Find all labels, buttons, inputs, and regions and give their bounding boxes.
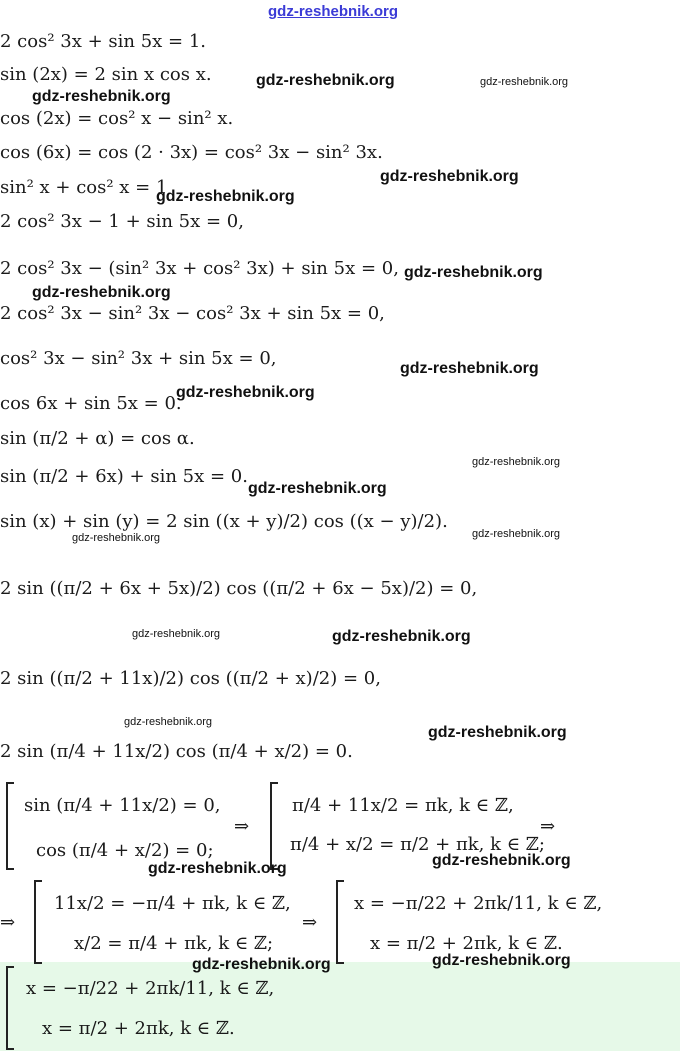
system-line: x/2 = π/4 + πk, k ∈ ℤ; xyxy=(74,933,274,954)
implies-arrow: ⇒ xyxy=(540,816,556,837)
watermark: gdz-reshebnik.org xyxy=(248,480,387,497)
equation-line: sin² x + cos² x = 1 xyxy=(0,177,168,198)
equation-line: sin (x) + sin (y) = 2 sin ((x + y)/2) cos ((x − y)/2). xyxy=(0,511,448,532)
implies-arrow: ⇒ xyxy=(0,912,16,933)
watermark: gdz-reshebnik.org xyxy=(432,952,571,969)
system-line: x = −π/22 + 2πk/11, k ∈ ℤ, xyxy=(354,893,603,914)
system-bracket xyxy=(336,880,344,964)
watermark: gdz-reshebnik.org xyxy=(32,284,171,301)
watermark: gdz-reshebnik.org xyxy=(480,76,569,88)
implies-arrow: ⇒ xyxy=(234,816,250,837)
equation-line: 2 cos² 3x − (sin² 3x + cos² 3x) + sin 5x = 0, xyxy=(0,258,399,279)
implies-arrow: ⇒ xyxy=(302,912,318,933)
watermark: gdz-reshebnik.org xyxy=(400,360,539,377)
equation-line: sin (π/2 + α) = cos α. xyxy=(0,428,195,449)
equation-line: sin (2x) = 2 sin x cos x. xyxy=(0,64,212,85)
equation-line: 2 cos² 3x + sin 5x = 1. xyxy=(0,31,207,52)
system-bracket xyxy=(270,782,278,870)
equation-line: cos 6x + sin 5x = 0. xyxy=(0,393,182,414)
system-line: 11x/2 = −π/4 + πk, k ∈ ℤ, xyxy=(54,893,291,914)
equation-line: cos (6x) = cos (2 · 3x) = cos² 3x − sin² 3x. xyxy=(0,142,383,163)
watermark: gdz-reshebnik.org xyxy=(256,72,395,89)
watermark: gdz-reshebnik.org xyxy=(332,628,471,645)
answer-bracket xyxy=(6,966,14,1050)
watermark: gdz-reshebnik.org xyxy=(132,628,221,640)
watermark: gdz-reshebnik.org xyxy=(192,956,331,973)
watermark: gdz-reshebnik.org xyxy=(148,860,287,877)
system-line: π/4 + x/2 = π/2 + πk, k ∈ ℤ; xyxy=(290,834,545,855)
system-line: x = π/2 + 2πk, k ∈ ℤ. xyxy=(370,933,563,954)
equation-line: 2 cos² 3x − sin² 3x − cos² 3x + sin 5x = 0, xyxy=(0,303,385,324)
watermark: gdz-reshebnik.org xyxy=(72,532,161,544)
system-line: π/4 + 11x/2 = πk, k ∈ ℤ, xyxy=(292,795,514,816)
equation-line: 2 sin (π/4 + 11x/2) cos (π/4 + x/2) = 0. xyxy=(0,741,353,762)
watermark: gdz-reshebnik.org xyxy=(268,3,399,20)
watermark: gdz-reshebnik.org xyxy=(432,852,571,869)
watermark: gdz-reshebnik.org xyxy=(380,168,519,185)
watermark: gdz-reshebnik.org xyxy=(176,384,315,401)
watermark: gdz-reshebnik.org xyxy=(472,456,561,468)
equation-line: 2 sin ((π/2 + 11x)/2) cos ((π/2 + x)/2) = 0, xyxy=(0,668,381,689)
system-bracket xyxy=(34,880,42,964)
system-line: sin (π/4 + 11x/2) = 0, xyxy=(24,795,221,816)
answer-line: x = π/2 + 2πk, k ∈ ℤ. xyxy=(42,1018,235,1039)
watermark: gdz-reshebnik.org xyxy=(428,724,567,741)
equation-line: cos² 3x − sin² 3x + sin 5x = 0, xyxy=(0,348,277,369)
watermark: gdz-reshebnik.org xyxy=(156,188,295,205)
watermark: gdz-reshebnik.org xyxy=(32,88,171,105)
watermark: gdz-reshebnik.org xyxy=(124,716,213,728)
equation-line: 2 sin ((π/2 + 6x + 5x)/2) cos ((π/2 + 6x − 5x)/2) = 0, xyxy=(0,578,478,599)
equation-line: sin (π/2 + 6x) + sin 5x = 0. xyxy=(0,466,248,487)
equation-line: 2 cos² 3x − 1 + sin 5x = 0, xyxy=(0,211,244,232)
answer-line: x = −π/22 + 2πk/11, k ∈ ℤ, xyxy=(26,978,275,999)
equation-line: cos (2x) = cos² x − sin² x. xyxy=(0,108,234,129)
system-bracket xyxy=(6,782,14,870)
watermark: gdz-reshebnik.org xyxy=(404,264,543,281)
system-line: cos (π/4 + x/2) = 0; xyxy=(36,840,214,861)
watermark: gdz-reshebnik.org xyxy=(472,528,561,540)
